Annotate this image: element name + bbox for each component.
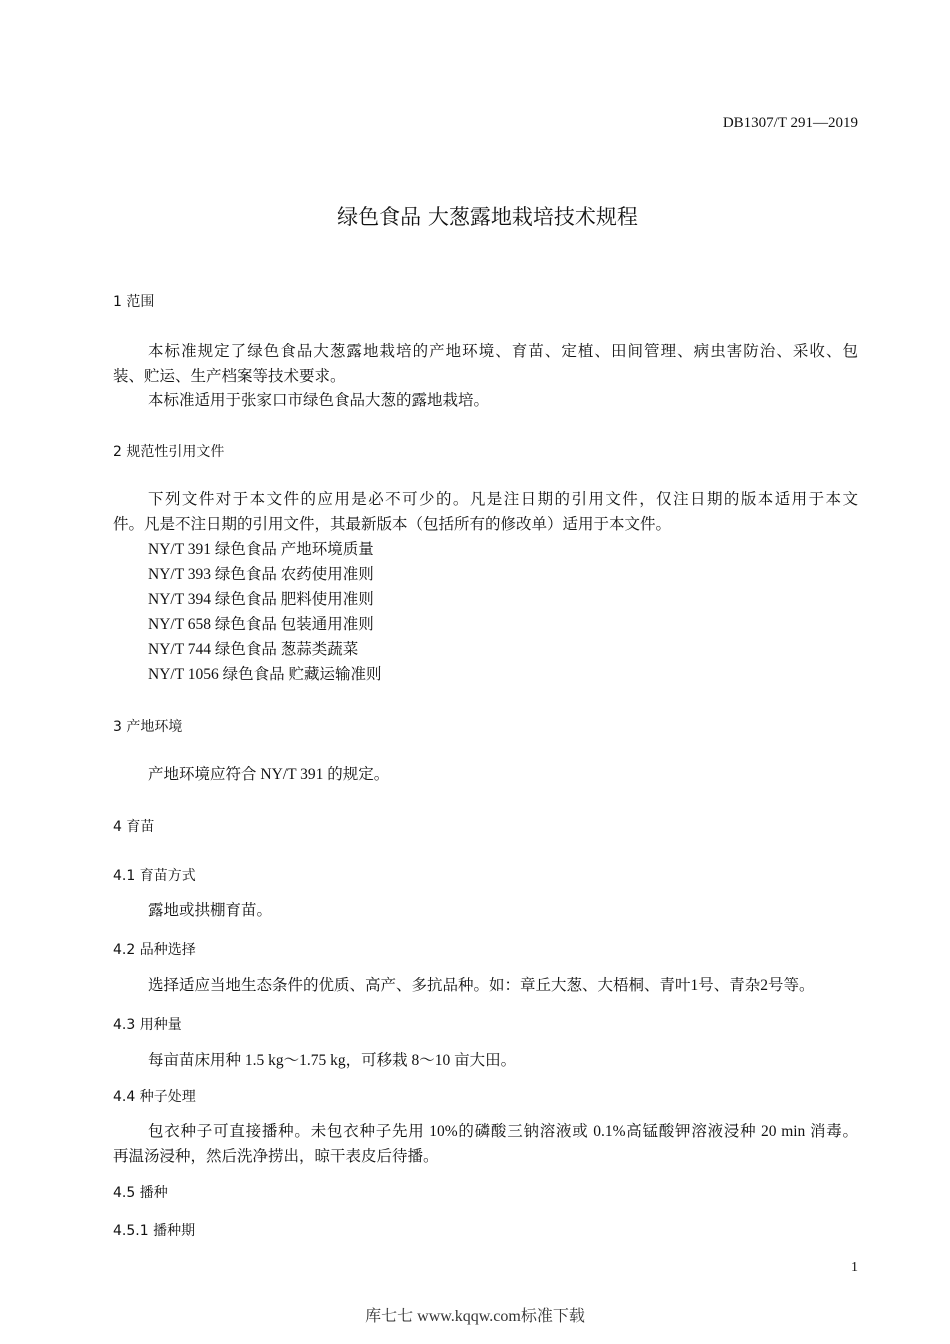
reference-item: NY/T 1056 绿色食品 贮藏运输准则 [148,666,382,683]
section-heading: 1 范围 [113,294,155,310]
reference-item: NY/T 658 绿色食品 包装通用准则 [148,616,374,633]
paragraph: 选择适应当地生态条件的优质、高产、多抗品种。如：章丘大葱、大梧桐、青叶1号、青杂2号等。 [148,977,815,994]
subsection-heading: 4.1 育苗方式 [113,868,196,884]
reference-item: NY/T 391 绿色食品 产地环境质量 [148,541,374,558]
paragraph: 下列文件对于本文件的应用是必不可少的。凡是注日期的引用文件，仅注日期的版本适用于本文 [148,491,858,508]
reference-item: NY/T 744 绿色食品 葱蒜类蔬菜 [148,641,359,658]
paragraph: 再温汤浸种，然后洗净捞出，晾干表皮后待播。 [113,1148,439,1165]
reference-item: NY/T 394 绿色食品 肥料使用准则 [148,591,374,608]
paragraph: 产地环境应符合 NY/T 391 的规定。 [148,766,390,783]
paragraph: 本标准规定了绿色食品大葱露地栽培的产地环境、育苗、定植、田间管理、病虫害防治、采收、包 [148,343,858,360]
reference-item: NY/T 393 绿色食品 农药使用准则 [148,566,374,583]
footer-watermark: 库七七 www.kqqw.com标准下载 [365,1308,585,1325]
paragraph: 件。凡是不注日期的引用文件，其最新版本（包括所有的修改单）适用于本文件。 [113,516,672,533]
standard-code: DB1307/T 291—2019 [722,115,858,131]
document-title: 绿色食品 大葱露地栽培技术规程 [337,205,638,229]
section-heading: 2 规范性引用文件 [113,444,225,460]
paragraph: 每亩苗床用种 1.5 kg～1.75 kg，可移栽 8～10 亩大田。 [148,1052,517,1069]
subsection-heading: 4.3 用种量 [113,1017,182,1033]
section-heading: 3 产地环境 [113,719,183,735]
paragraph: 装、贮运、生产档案等技术要求。 [113,368,346,385]
paragraph: 露地或拱棚育苗。 [148,902,273,919]
subsection-heading: 4.4 种子处理 [113,1089,196,1105]
section-heading: 4 育苗 [113,819,155,835]
subsection-heading: 4.5 播种 [113,1185,168,1201]
subsection-heading: 4.5.1 播种期 [113,1223,196,1239]
subsection-heading: 4.2 品种选择 [113,942,196,958]
page-number: 1 [851,1260,858,1275]
paragraph: 包衣种子可直接播种。未包衣种子先用 10%的磷酸三钠溶液或 0.1%高锰酸钾溶液浸种 20 min 消毒。 [148,1123,858,1140]
paragraph: 本标准适用于张家口市绿色食品大葱的露地栽培。 [148,392,490,409]
